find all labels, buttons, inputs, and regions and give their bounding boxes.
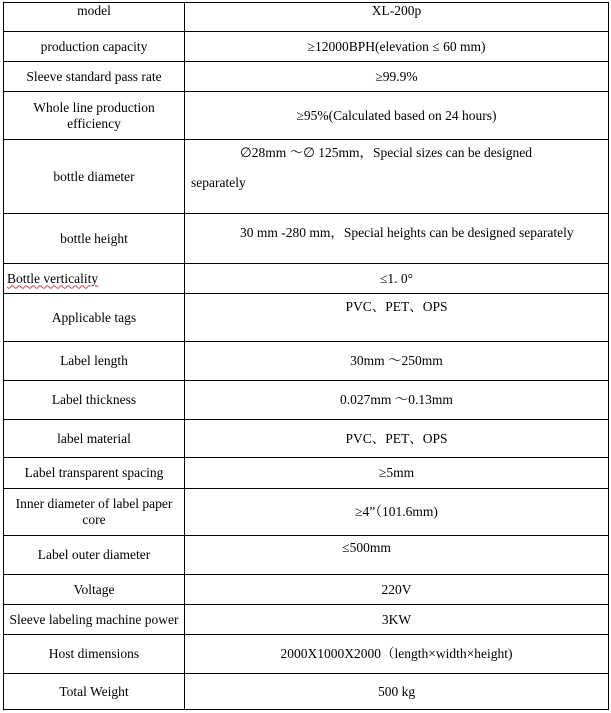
table-row bbox=[4, 420, 609, 458]
param-name: Applicable tags bbox=[4, 294, 185, 342]
table-row bbox=[4, 575, 609, 605]
param-name: bottle diameter bbox=[4, 140, 185, 214]
table-row bbox=[4, 140, 609, 214]
param-name: Whole line production efficiency bbox=[4, 92, 185, 140]
param-name: production capacity bbox=[4, 32, 185, 62]
param-name: Host dimensions bbox=[4, 635, 185, 674]
param-value-cell bbox=[185, 140, 609, 214]
param-name: Label transparent spacing bbox=[4, 458, 185, 489]
table-row bbox=[4, 489, 609, 536]
param-name: label material bbox=[4, 420, 185, 458]
param-name: model bbox=[4, 3, 185, 32]
param-name: Label thickness bbox=[4, 381, 185, 420]
param-value: ≤1. 0° bbox=[185, 264, 609, 294]
table-row bbox=[4, 342, 609, 381]
param-value: 500 kg bbox=[185, 674, 609, 710]
table-row bbox=[4, 635, 609, 674]
param-name-cell bbox=[4, 264, 185, 294]
param-value-cell bbox=[185, 536, 609, 575]
param-name: Label outer diameter bbox=[4, 536, 185, 575]
param-name: Total Weight bbox=[4, 674, 185, 710]
table-row bbox=[4, 214, 609, 264]
param-value: ≥12000BPH(elevation ≤ 60 mm) bbox=[185, 32, 609, 62]
table-row bbox=[4, 605, 609, 635]
table-row bbox=[4, 92, 609, 140]
param-name: Sleeve labeling machine power bbox=[4, 605, 185, 635]
table-row bbox=[4, 381, 609, 420]
param-value: 30mm ～250mm bbox=[185, 342, 609, 381]
param-value: XL-200p bbox=[185, 3, 609, 32]
table-row bbox=[4, 294, 609, 342]
param-value: ≥5mm bbox=[185, 458, 609, 489]
param-value: PVC、PET、OPS bbox=[185, 420, 609, 458]
table-row bbox=[4, 536, 609, 575]
param-name: Label length bbox=[4, 342, 185, 381]
table-row bbox=[4, 458, 609, 489]
param-value: 30 mm -280 mm，Special heights can be designed separately bbox=[240, 224, 574, 240]
param-value: 0.027mm ～0.13mm bbox=[185, 381, 609, 420]
param-name: bottle height bbox=[4, 214, 185, 264]
table-row bbox=[4, 3, 609, 32]
param-name: Voltage bbox=[4, 575, 185, 605]
table-row bbox=[4, 264, 609, 294]
param-value-continued: separately bbox=[191, 175, 246, 190]
param-value: 220V bbox=[185, 575, 609, 605]
table-row bbox=[4, 674, 609, 710]
param-name: Bottle verticality bbox=[7, 270, 99, 286]
table-row bbox=[4, 62, 609, 92]
table-row bbox=[4, 32, 609, 62]
param-value: PVC、PET、OPS bbox=[185, 294, 609, 342]
param-value: ≥99.9% bbox=[185, 62, 609, 92]
param-value: ≥95%(Calculated based on 24 hours) bbox=[185, 92, 609, 140]
spec-table bbox=[3, 2, 609, 710]
param-value: ≤500mm bbox=[342, 540, 391, 555]
param-value: 3KW bbox=[185, 605, 609, 635]
param-name: Inner diameter of label paper core bbox=[4, 489, 185, 536]
param-value-cell bbox=[185, 214, 609, 264]
param-value: 2000X1000X2000（length×width×height) bbox=[185, 635, 609, 674]
param-value: ≥4”（101.6mm) bbox=[185, 489, 609, 536]
param-value: ∅28mm ～∅ 125mm，Special sizes can be designed bbox=[240, 145, 532, 160]
param-name: Sleeve standard pass rate bbox=[4, 62, 185, 92]
